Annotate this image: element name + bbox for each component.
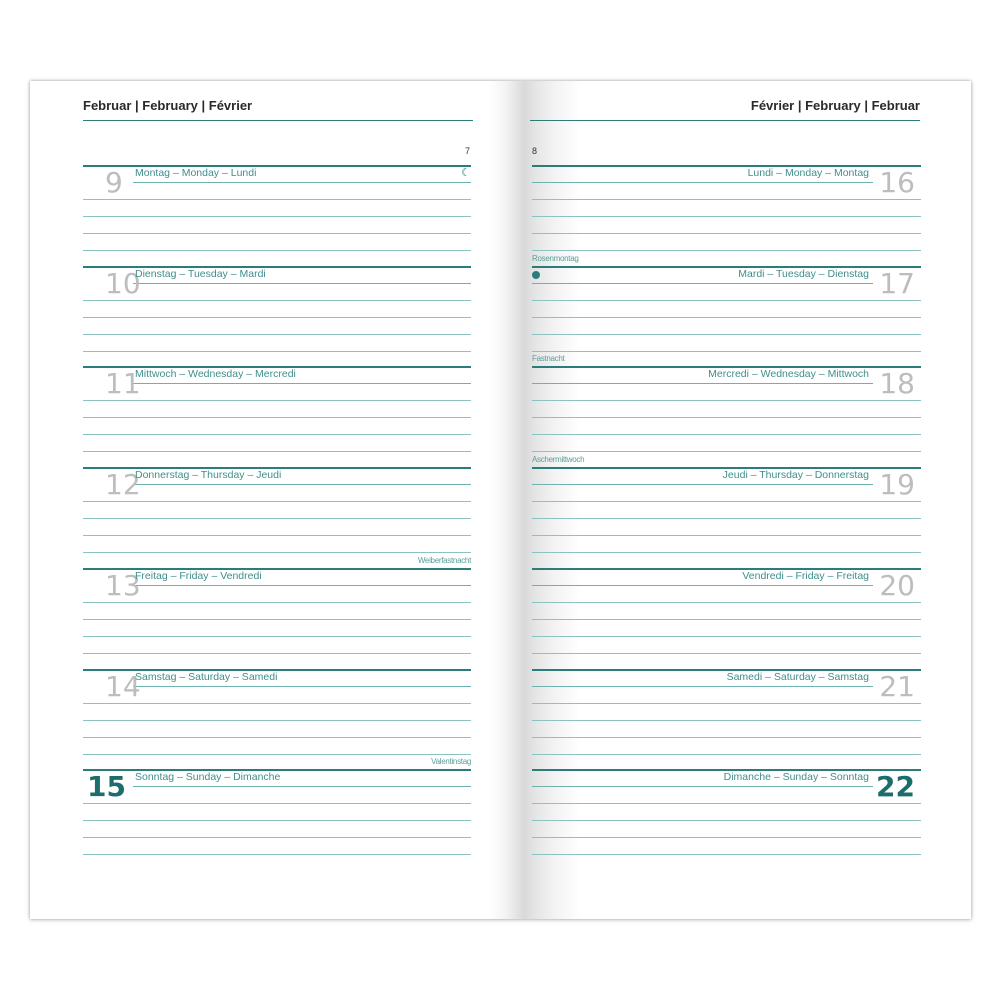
writing-line [532, 216, 921, 217]
writing-line [83, 199, 471, 200]
week-number: 7 [465, 146, 471, 156]
writing-line [532, 686, 873, 687]
writing-line [133, 585, 471, 586]
holiday-label: Aschermittwoch [532, 455, 585, 465]
writing-line [83, 417, 471, 418]
header-rule [530, 120, 920, 121]
day-names: Mittwoch – Wednesday – Mercredi [135, 368, 296, 381]
writing-line [532, 737, 921, 738]
writing-line [83, 703, 471, 704]
day-names: Sonntag – Sunday – Dimanche [135, 771, 281, 784]
day-number: 19 [879, 468, 915, 502]
writing-line [83, 300, 471, 301]
moon-phase-icon: ☾ [461, 167, 471, 179]
day-names: Montag – Monday – Lundi [135, 167, 257, 179]
day-number: 14 [105, 669, 141, 703]
writing-line [532, 653, 921, 654]
day-block[interactable] [532, 354, 921, 466]
day-block[interactable] [532, 769, 921, 869]
writing-line [83, 737, 471, 738]
day-block[interactable] [83, 757, 471, 869]
writing-line [532, 619, 921, 620]
writing-line [83, 351, 471, 352]
day-number: 21 [879, 669, 915, 703]
writing-line [532, 535, 921, 536]
writing-line [532, 484, 873, 485]
writing-line [83, 552, 471, 553]
writing-line [133, 283, 471, 284]
day-number: 15 [87, 770, 126, 804]
writing-line [532, 417, 921, 418]
day-block[interactable] [532, 568, 921, 668]
writing-line [83, 820, 471, 821]
day-block[interactable] [83, 366, 471, 466]
writing-line [532, 300, 921, 301]
writing-line [83, 334, 471, 335]
writing-line [83, 434, 471, 435]
new-moon-dot-icon [532, 271, 540, 279]
day-names: Samstag – Saturday – Samedi [135, 670, 278, 683]
writing-line [532, 803, 921, 804]
writing-line [133, 484, 471, 485]
planner-spread [30, 81, 971, 919]
writing-line [83, 451, 471, 452]
writing-line [83, 518, 471, 519]
writing-line [83, 653, 471, 654]
writing-line [532, 703, 921, 704]
writing-line [532, 720, 921, 721]
writing-line [133, 686, 471, 687]
writing-line [83, 720, 471, 721]
day-number: 17 [879, 266, 915, 300]
writing-line [83, 854, 471, 855]
writing-line [532, 820, 921, 821]
day-names: Mardi – Tuesday – Dienstag [738, 267, 869, 280]
day-block[interactable] [83, 669, 471, 769]
writing-line [83, 317, 471, 318]
writing-line [532, 434, 921, 435]
page-title: Février | February | Februar [750, 98, 920, 113]
day-names: Mercredi – Wednesday – Mittwoch [708, 368, 869, 381]
day-number: 9 [105, 166, 123, 199]
right-page [490, 81, 971, 919]
day-number: 18 [879, 367, 915, 401]
writing-line [83, 602, 471, 603]
writing-line [83, 216, 471, 217]
day-number: 20 [879, 568, 915, 602]
day-block[interactable] [83, 555, 471, 668]
day-names: Lundi – Monday – Montag [747, 167, 869, 179]
day-names: Jeudi – Thursday – Donnerstag [722, 469, 869, 482]
writing-line [532, 400, 921, 401]
writing-line [133, 786, 471, 787]
page-title: Februar | February | Février [83, 98, 253, 113]
writing-line [133, 182, 471, 183]
day-names: Vendredi – Friday – Freitag [742, 569, 869, 582]
holiday-label: Valentinstag [431, 757, 471, 767]
day-block[interactable] [532, 165, 921, 265]
day-block[interactable] [83, 467, 471, 567]
writing-line [532, 518, 921, 519]
writing-line [532, 786, 873, 787]
writing-line [83, 250, 471, 251]
writing-line [532, 383, 873, 384]
writing-line [532, 585, 873, 586]
left-page [30, 81, 490, 919]
day-number: 11 [105, 367, 141, 401]
day-number: 12 [105, 468, 141, 502]
holiday-label: Fastnacht [532, 354, 565, 364]
writing-line [532, 334, 921, 335]
writing-line [133, 383, 471, 384]
day-block[interactable] [83, 266, 471, 366]
header-rule [83, 120, 473, 121]
writing-line [532, 602, 921, 603]
writing-line [532, 754, 921, 755]
writing-line [83, 400, 471, 401]
holiday-label: Rosenmontag [532, 253, 579, 263]
writing-line [532, 837, 921, 838]
holiday-label: Weiberfastnacht [417, 555, 471, 565]
writing-line [532, 199, 921, 200]
day-block[interactable] [532, 669, 921, 769]
day-number: 10 [105, 266, 141, 300]
day-block[interactable] [83, 165, 471, 265]
writing-line [532, 451, 921, 452]
writing-line [532, 854, 921, 855]
writing-line [532, 351, 921, 352]
day-block[interactable] [532, 455, 921, 567]
writing-line [83, 754, 471, 755]
day-block[interactable] [532, 253, 921, 366]
writing-line [83, 803, 471, 804]
writing-line [532, 283, 873, 284]
writing-line [83, 535, 471, 536]
day-names: Dimanche – Sunday – Sonntag [723, 771, 869, 784]
writing-line [83, 837, 471, 838]
writing-line [532, 233, 921, 234]
writing-line [83, 233, 471, 234]
writing-line [532, 501, 921, 502]
writing-line [532, 636, 921, 637]
writing-line [532, 552, 921, 553]
writing-line [83, 636, 471, 637]
day-number: 16 [879, 166, 915, 199]
day-names: Samedi – Saturday – Samstag [726, 670, 869, 683]
day-number: 13 [105, 568, 141, 602]
writing-line [83, 501, 471, 502]
day-names: Donnerstag – Thursday – Jeudi [135, 469, 282, 482]
day-number: 22 [876, 770, 915, 804]
writing-line [83, 619, 471, 620]
week-number: 8 [532, 146, 538, 156]
day-names: Dienstag – Tuesday – Mardi [135, 267, 266, 280]
writing-line [532, 317, 921, 318]
day-names: Freitag – Friday – Vendredi [135, 569, 262, 582]
writing-line [532, 182, 873, 183]
writing-line [532, 250, 921, 251]
